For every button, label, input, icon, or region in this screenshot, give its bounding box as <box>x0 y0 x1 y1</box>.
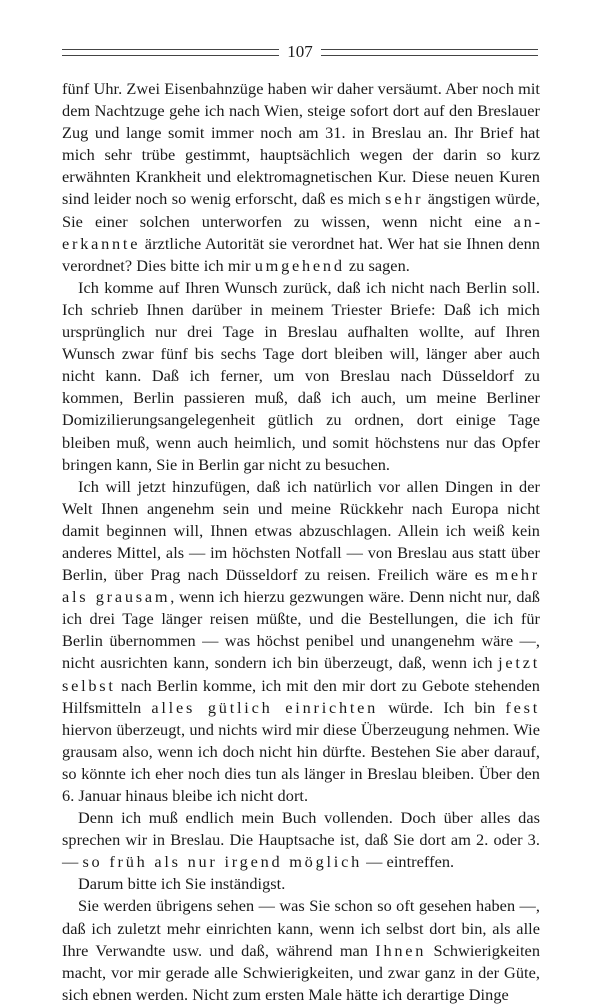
paragraph <box>62 807 540 873</box>
text-run: zu sagen. <box>344 255 410 275</box>
text-run: hiervon überzeugt, und nichts wird mir diese Überzeugung nehmen. Wie grausam also, wenn ich doch nicht hin dürfte. Bestehen Sie aber darauf, so könnte ich eher noch dies tun als länger in Breslau bleiben. Über den 6. Januar hinaus bleibe ich nicht dort. <box>62 719 540 805</box>
paragraph <box>62 277 540 476</box>
text-run: Ich komme auf Ihren Wunsch zurück, daß ich nicht nach Berlin soll. Ich schrieb Ihnen darüber in meinem Triester Briefe: Daß ich mich ursprünglich nur drei Tage in Breslau aufhalten wollte, auf Ihren Wunsch zwar fünf bis sechs Tage dort bleiben will, länger aber auch nicht kann. Daß ich ferner, um von Breslau nach Düsseldorf zu kommen, Berlin passieren muß, daß ich auch, um meine Berliner Domizilierungsangelegenheit gütlich zu ordnen, dort einige Tage bleiben muß, wenn auch heimlich, und somit höchstens nur das Opfer bringen kann, Sie in Berlin gar nicht zu besuchen. <box>62 277 540 474</box>
text-run: — eintreffen. <box>361 852 455 872</box>
page-header <box>62 42 538 62</box>
text-run: Ich will jetzt hinzufügen, daß ich natürlich vor allen Dingen in der Welt Ihnen angenehm sein und meine Rückkehr nach Europa nicht damit beginnen will, Ihnen etwas abzuschlagen. Allein ich weiß kein anderes Mittel, als — im höchsten Notfall — von Breslau aus statt über Berlin, über Prag nach Düsseldorf zu reisen. Freilich wäre es <box>62 476 540 585</box>
text-run: Denn ich muß endlich mein Buch vollenden. Doch über alles das sprechen wir in Breslau. Die Hauptsache ist, daß Sie dort am 2. oder 3. — <box>62 808 540 872</box>
text-run: ärztliche Autorität sie verordnet hat. Wer hat sie Ihnen denn verordnet? Dies bitte ich mir <box>62 233 540 275</box>
header-rule-left <box>62 49 279 56</box>
page-number: 107 <box>287 42 313 61</box>
spaced-emphasis: alles gütlich einrichten <box>151 697 379 717</box>
text-run: , wenn ich hierzu gezwungen wäre. Denn nicht nur, daß ich drei Tage länger reisen müßte, und die Bestellungen, die ich für Berlin übernommen — was höchst penibel und unangenehm wäre —, nicht ausrichten kann, sondern ich bin überzeugt, daß, wenn ich <box>62 587 540 673</box>
text-run: ängstigen würde, Sie einer solchen unterworfen zu wissen, wenn nicht eine <box>62 189 540 231</box>
text-run: Schwierigkeiten macht, vor mir gerade alle Schwierigkeiten, und zwar ganz in der Güte, sich ebnen werden. Nicht zum ersten Male hätte ich derartige Dinge <box>62 940 541 1004</box>
spaced-emphasis: so früh als nur irgend möglich <box>82 852 362 872</box>
body-text <box>62 78 540 1006</box>
header-rule-right <box>321 49 538 56</box>
paragraph <box>62 873 540 895</box>
spaced-emphasis: jetzt selbst <box>62 653 540 695</box>
text-run: nach Berlin komme, ich mit den mir dort zu Gebote stehenden Hilfsmitteln <box>62 675 540 717</box>
spaced-emphasis: fest <box>505 697 540 717</box>
spaced-emphasis: Ihnen <box>375 940 427 960</box>
paragraph <box>62 476 540 807</box>
spaced-emphasis: anerkannte <box>62 211 540 253</box>
spaced-emphasis: mehr als grausam <box>62 565 540 607</box>
text-run: Sie werden übrigens sehen — was Sie schon so oft gesehen haben —, daß ich zuletzt mehr einrichten kann, wenn ich selbst dort bin, als alle Ihre Verwandte usw. und daß, während man <box>62 896 540 960</box>
spaced-emphasis: umgehend <box>254 255 345 275</box>
spaced-emphasis: sehr <box>385 189 424 209</box>
text-run: fünf Uhr. Zwei Eisenbahnzüge haben wir daher versäumt. Aber noch mit dem Nachtzuge gehe ich nach Wien, steige sofort dort auf den Breslauer Zug und lange somit immer noch am 31. in Breslau an. Ihr Brief hat mich sehr trübe gestimmt, hauptsächlich wegen der darin so kurz erwähnten Krankheit und elektromagnetischen Kur. Diese neuen Kuren sind leider noch so wenig erforscht, daß es mich <box>62 79 540 209</box>
text-run: Darum bitte ich Sie inständigst. <box>78 874 286 894</box>
paragraph <box>62 78 540 277</box>
text-run: würde. Ich bin <box>378 697 506 717</box>
paragraph <box>62 895 540 1005</box>
